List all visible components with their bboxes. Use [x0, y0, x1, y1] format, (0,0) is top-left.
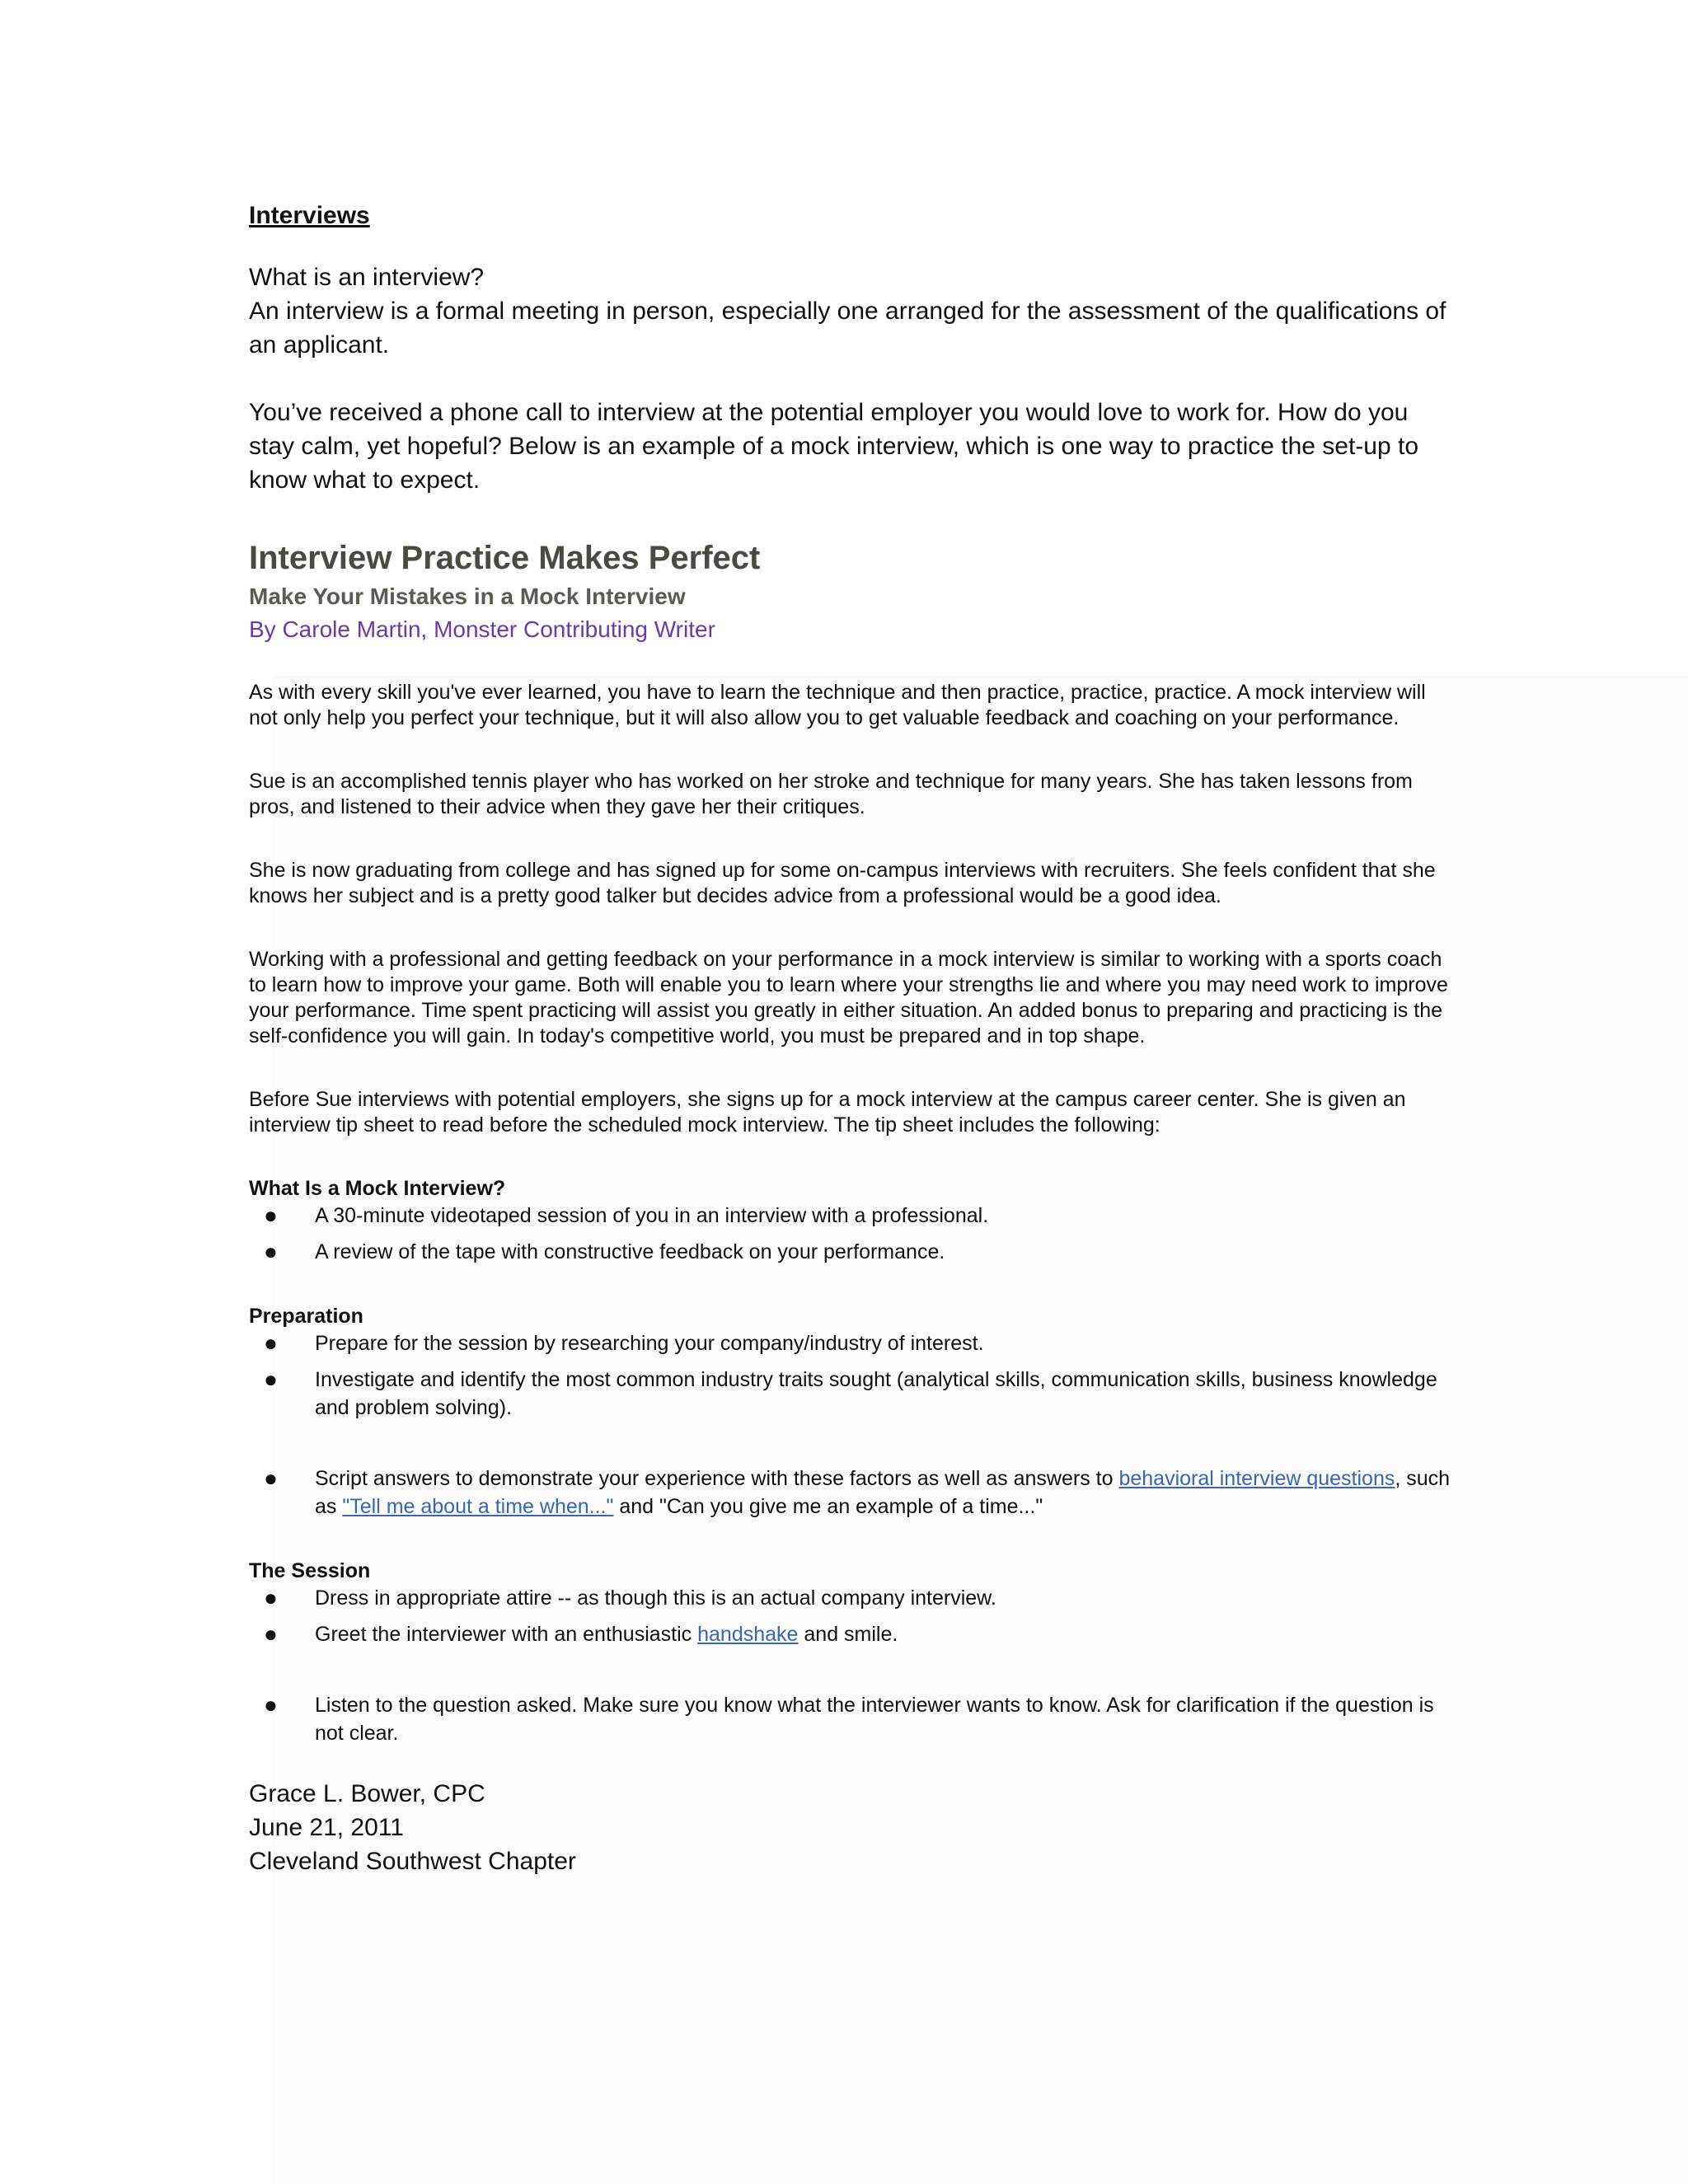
list-item [249, 1329, 1452, 1357]
article-title: Interview Practice Makes Perfect [249, 540, 761, 576]
bullet-icon: ● [264, 1202, 278, 1228]
list-item-text: A 30-minute videotaped session of you in an interview with a professional. [315, 1204, 989, 1227]
list-item-text: and "Can you give me an example of a time..." [613, 1495, 1043, 1518]
preparation-list [249, 1329, 1452, 1521]
list-item-text: Prepare for the session by researching your company/industry of interest. [315, 1332, 984, 1355]
article-paragraph: As with every skill you've ever learned, you have to learn the technique and then practice, practice, practice. A mock interview will not only help you perfect your technique, but it will also allow you to get valuable feedback and coaching on your performance. [249, 681, 1426, 729]
bullet-icon: ● [264, 1465, 278, 1491]
intro-paragraph: You’ve received a phone call to interview at the potential employer you would love to work for. How do you stay calm, yet hopeful? Below is an example of a mock interview, which is one way to practice the set-up to know what to expect. [249, 399, 1419, 494]
list-item-text: Listen to the question asked. Make sure you know what the interviewer wants to know. Ask for clarification if the question is not clear. [315, 1694, 1434, 1745]
bullet-icon: ● [264, 1692, 278, 1718]
list-item-text: Dress in appropriate attire -- as though this is an actual company interview. [315, 1586, 996, 1610]
list-item-text: Greet the interviewer with an enthusiastic [315, 1623, 698, 1646]
list-item-text: Script answers to demonstrate your experience with these factors as well as answers to [315, 1467, 1119, 1490]
signature-name: Grace L. Bower, CPC [249, 1780, 485, 1807]
bullet-icon: ● [264, 1330, 278, 1356]
article-subtitle: Make Your Mistakes in a Mock Interview [249, 583, 686, 609]
bullet-icon: ● [264, 1239, 278, 1264]
article-paragraph: She is now graduating from college and has signed up for some on-campus interviews with recruiters. She feels confident that she knows her subject and is a pretty good talker but decides advice from a professional would be a good idea. [249, 859, 1436, 907]
bullet-icon: ● [264, 1366, 278, 1392]
list-item-text: Investigate and identify the most common industry traits sought (analytical skills, communication skills, business knowledge and problem solving). [315, 1368, 1437, 1419]
session-list [249, 1584, 1452, 1747]
article-paragraph: Working with a professional and getting feedback on your performance in a mock interview is similar to working with a sports coach to learn how to improve your game. Both will enable you to learn where your strengths lie and where you may need work to improve your performance. Time spent practicing will assist you greatly in either situation. An added bonus to preparing and practicing is the self-confidence you will gain. In today's competitive world, you must be prepared and in top shape. [249, 948, 1448, 1047]
article-paragraph: Sue is an accomplished tennis player who has worked on her stroke and technique for many years. She has taken lessons from pros, and listened to their advice when they gave her their critiques. [249, 770, 1413, 818]
list-item [249, 1584, 1452, 1612]
behavioral-interview-questions-link[interactable]: behavioral interview questions [1118, 1467, 1395, 1490]
list-item-text: A review of the tape with constructive feedback on your performance. [315, 1240, 945, 1263]
list-item [249, 1238, 1452, 1266]
interview-definition: An interview is a formal meeting in person, especially one arranged for the assessment of the qualifications of an applicant. [249, 298, 1447, 359]
bullet-icon: ● [264, 1585, 278, 1610]
mock-interview-heading: What Is a Mock Interview? [249, 1177, 506, 1200]
article-paragraph: Before Sue interviews with potential employers, she signs up for a mock interview at the campus career center. She is given an interview tip sheet to read before the scheduled mock interview. The tip sheet includes the following: [249, 1088, 1406, 1137]
signature-chapter: Cleveland Southwest Chapter [249, 1848, 576, 1875]
list-item-text: and smile. [798, 1623, 898, 1646]
document-content [249, 196, 1452, 1878]
handshake-link[interactable]: handshake [697, 1623, 799, 1646]
section-title: Interviews [249, 202, 370, 229]
list-item [249, 1620, 1452, 1648]
signature-date: June 21, 2011 [249, 1814, 404, 1841]
article-byline: By Carole Martin, Monster Contributing Writer [249, 616, 715, 642]
list-item [249, 1691, 1452, 1747]
session-heading: The Session [249, 1559, 371, 1582]
interview-question: What is an interview? [249, 264, 485, 291]
tell-me-about-a-time-link[interactable]: "Tell me about a time when..." [342, 1495, 614, 1518]
list-item [249, 1366, 1452, 1422]
preparation-heading: Preparation [249, 1305, 363, 1328]
list-item-text: , such as [315, 1467, 1451, 1518]
mock-interview-list [249, 1202, 1452, 1266]
list-item [249, 1465, 1452, 1521]
list-item [249, 1202, 1452, 1230]
bullet-icon: ● [264, 1621, 278, 1647]
signature-block [249, 1777, 1452, 1878]
